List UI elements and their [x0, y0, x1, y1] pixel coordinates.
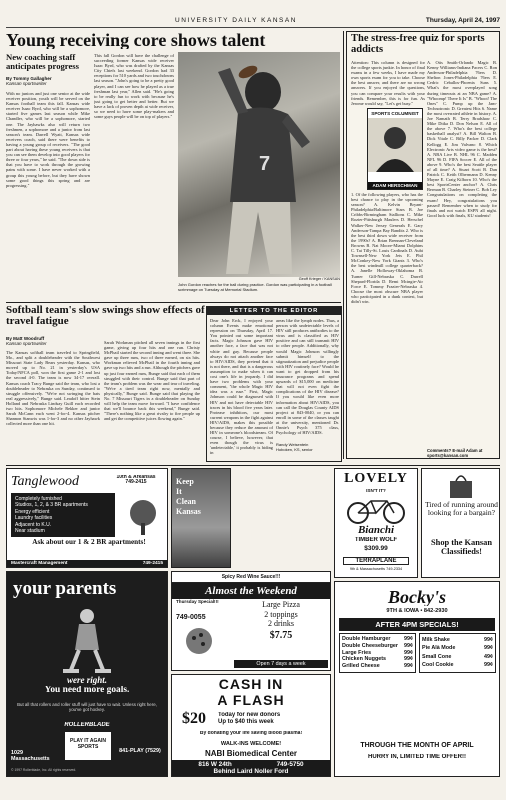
tanglewood-feature: Laundry facilities [15, 515, 53, 522]
columnist-label: SPORTS COLUMNIST [371, 111, 419, 116]
letter-signature-detail: Hoboken, KS, senior [276, 446, 313, 452]
bockys-menu-left [339, 633, 416, 673]
cash-location: Behind Laird Noller Ford [213, 768, 289, 775]
softball-byline-role: Kansan sportswriter [6, 341, 47, 347]
cash-ad [171, 674, 331, 777]
quiz-box [346, 31, 500, 459]
bockys-menu-right [419, 633, 496, 673]
menu-item-name: Small Cone [422, 653, 452, 660]
parents-store: PLAY IT AGAIN SPORTS [65, 732, 111, 760]
menu-item-name: Chicken Nuggets [342, 656, 387, 663]
cash-phone: 749-5750 [276, 761, 304, 768]
keep-line-2: It [176, 487, 182, 496]
bockys-name: Bocky's [388, 588, 446, 607]
football-photo-art [178, 52, 340, 277]
quiz-headline: The stress-free quiz for sports addicts [351, 34, 485, 55]
menu-item-name: Pie Alà Mode [422, 645, 456, 652]
tanglewood-feature: Near stadium [15, 528, 45, 535]
menu-item [422, 636, 493, 644]
bicycle-icon [345, 495, 407, 525]
tanglewood-feature: Adjacent to K.U. [15, 521, 52, 528]
columnist-box [367, 108, 423, 190]
tanglewood-feature: Studios, 1, 2, & 3 BR apartments [15, 502, 88, 509]
menu-item-price: 99¢ [484, 645, 493, 652]
cash-offer-1: Today for new donors [218, 712, 281, 718]
menu-item-price: 49¢ [484, 653, 493, 660]
lead-body-col1: With no juniors and just one senior at the wide receiver position, youth will be served on the Kansas football team this fall. Kansas wide receiver Isaac Byrd, who will be a sophomore, started five games last season while Mike Chandler, who will be a sophomore, started one. The Jayhawks also will return two freshmen, a sophomore and a junior from last season's team. Darrell Wyatt, Kansas wide receivers coach, said there were benefits to having a young group of receivers. "The good part about having these young receivers is that you can see them develop into good players for three or four years," he said. "The down side is that you have to work through the growing pains with some. I have never worked with a group this young before, but they have shown some good things this spring and are progressing." [6, 91, 90, 188]
tanglewood-ad [6, 468, 168, 568]
menu-item-name: Large Fries [342, 649, 372, 656]
pizza-sub: Thursday Special!!! [176, 599, 219, 604]
pizza-offer [234, 600, 328, 640]
classifieds-line-1: Tired of running around looking for a bargain? [425, 501, 498, 517]
softball-body-col1: The Kansas softball team traveled to Springfield, Mo., and split a doubleheader with the Southwest Missouri State Lady Bears yesterday. Kansas, who moved up to No. 21 in yesterday's USA Today/NFCA poll, won the first game 2-1 and lost the second 4-0. The team is now 34-17 overall. Kansas coach Tracy Bunge said the team, who lost a doubleheader to Nebraska on Sunday, continued to struggle offensively. "We're not swinging the bats real aggressively," Bunge said. Leadoff hitter Stein Holland and Nebraska Lindsay Guill each recorded two hits. Sophomore Michele Rekker and junior Sarah McCann each went 2-for-4. Kansas pitcher Shannon Stanwix was 1-for-3 and no other Jayhawk collected more than one hit. [6, 350, 100, 427]
menu-item-name: Double Hamburger [342, 636, 391, 642]
lovely-sub: ISN'T IT? [366, 488, 386, 493]
tanglewood-address [107, 475, 165, 486]
bockys-footer-2: HURRY IN, LIMITED TIME OFFER!! [368, 754, 466, 760]
svg-text:7: 7 [259, 153, 271, 175]
cash-offer [218, 712, 326, 726]
pizza-price: $7.75 [269, 629, 293, 640]
section-rule [6, 302, 341, 303]
pizza-ad [171, 571, 331, 671]
football-photo [178, 52, 340, 277]
letter-box [206, 306, 342, 462]
menu-item-name: Double Cheeseburger [342, 642, 399, 649]
bockys-address: 9TH & IOWA • 842-2930 [386, 608, 448, 614]
shopping-bag-icon [446, 473, 476, 499]
tanglewood-cta: Ask about our 1 & 2 BR apartments! [32, 539, 146, 546]
photo-caption: John Gordon reaches for the ball during practice. Gordon was participating in a football scrimmage on Tuesday at Memorial Stadium. [178, 283, 332, 292]
columnist-photo-icon [368, 118, 422, 172]
menu-item-price: 99¢ [484, 662, 493, 669]
parents-fine-print: © 1997 Rollerblade, Inc. All rights reserved. [11, 768, 77, 772]
tanglewood-name: Tanglewood [11, 474, 79, 489]
letter-body-col1: Dear John Erck, I enjoyed your column Events make emotional repression on Thursday, April 17. You pointed out some important facts. Magic Johnson gave HIV another face, a face that was not white and gay. Because people always do not attach another face to HIV/AIDS, they pretend that it is not there, and that is a dangerous assumption to make when it can cost one's life in jeopardy. I did have two problems with your comment, "the whole Magic HIV idea was a ruse." First, Magic Johnson could be diagnosed with HIV and not have detectable HIV traces in his blood five years later. Protease inhibitors, our most current weapons in the fight against HIV/AIDS, makes this possible because they reduce the amount of HIV in someone's bloodstream. Of course, I believe, however, that even though the virus is 'undetectable,' it probably is hiding in [210, 318, 273, 456]
photo-credit: Geoff Krieger / KANSAN [298, 277, 340, 281]
pizza-icon [184, 626, 214, 656]
tanglewood-tree-icon [123, 497, 163, 537]
keep-clean-ad [171, 468, 231, 568]
letter-title: LETTER TO THE EDITOR [207, 307, 341, 315]
letter-signature-name: Randy Weisentein [276, 443, 309, 447]
pizza-phone: 749-0055 [176, 614, 206, 621]
cash-center-name: NABI Biomedical Center [204, 749, 298, 758]
softball-body-col2: Sarah Workman pitched all seven innings in the first game, giving up four hits and one run. Christy McPhail started the second inning and went three. She gave up three runs, two of three earned, on six hits. Workman relieved McPhail in the fourth inning and gave up two hits and a run. Although the pitchers gave up just four earned runs, Bunge said that each of them struggled with their control. Bunge said that part of the team's problem was the wear and tear of traveling. "We're a tired team right now, mentally and physically," Bunge said. Bunge said that playing the No. 7 Missouri Tigers in a doubleheader on Sunday will help the team move forward. "I have confidence that we'll bounce back this weekend," Bunge said. "There's nothing like a great rivalry to fire people up and get the competitive juices flowing again." [104, 340, 200, 422]
bockys-special: AFTER 4PM SPECIALS! [339, 618, 495, 631]
menu-item-price: 99¢ [404, 656, 413, 663]
pizza-offer-1: Large Pizza [262, 600, 300, 609]
cash-offer-2: Up to $40 this week [218, 719, 274, 725]
parents-tag-1: were right. [66, 676, 107, 685]
ads-rule [6, 465, 500, 466]
parents-phone: 841-PLAY (7529) [119, 748, 161, 754]
quiz-intro: Attention: This column is designed for the college sports junkie. In honor of final exams in a few weeks, I have made my own sports exam for you to take. Choose the best answer, and there are no wrong answers. If you enjoyed the questions, you can compare your results with your friends. Remember, this is for fun. As Jerome would say, "Let's get busy." [351, 60, 425, 106]
lead-body-col2: This fall Gordon will have the challenge of succeeding former Kansas wide receiver Isaac Byrd, who was drafted by the Kansas City Chiefs last weekend. Gordon had 33 receptions for 510 yards and two touchdowns last season. "John's going to be a pretty good player, and I can see how he played as a true freshman last year," Allen said. "He's going to be really fun to work with because he's just going to get better and better. But we have a lack of proven depth at wide receiver, so we need to have some play-makers and some guys people will be on top of players." [94, 53, 174, 120]
page-number: Thursday, April 24, 1997 [425, 17, 500, 24]
cash-footer-row [176, 761, 326, 768]
menu-item [342, 656, 413, 663]
lead-byline [6, 76, 90, 87]
cash-walkins: WALK-INS WELCOME! [220, 741, 282, 747]
lead-byline-role: Kansan sportswriter [6, 81, 47, 87]
classifieds-ad [421, 468, 500, 578]
skater-icon [57, 606, 117, 676]
bockys-ad [334, 581, 500, 777]
lead-subhead: New coaching staff anticipates progress [6, 53, 79, 71]
keep-line-1: Keep [176, 477, 194, 486]
tanglewood-manager: Mastercraft Management [11, 560, 68, 566]
menu-item [342, 650, 413, 657]
softball-headline: Softball team's slow swings show effects of travel fatigue [6, 305, 205, 328]
paper-name: UNIVERSITY DAILY KANSAN [175, 17, 297, 24]
menu-item [342, 643, 413, 650]
lovely-price: $309.99 [364, 545, 388, 552]
column-rule [343, 31, 344, 459]
softball-byline-name: By Matt Woodruff [6, 336, 45, 341]
menu-item [342, 663, 413, 670]
tanglewood-feature: Completely furnished [15, 496, 62, 502]
letter-signature [276, 443, 339, 452]
menu-item-name: Cool Cookie [422, 662, 454, 669]
parents-brand: ROLLERBLADE [64, 722, 110, 728]
tanglewood-footer-phone: 749-2415 [142, 560, 163, 566]
keep-line-3: Clean [176, 497, 196, 506]
classifieds-line-2: Shop the Kansan Classifieds! [431, 539, 492, 556]
quiz-contact: Comments? E-mail Adam at sports@kansan.com [427, 448, 483, 459]
parents-body: But all that rollers and roller stuff will just have to wait. Unless right here, you've got hockey. [17, 702, 157, 713]
menu-item [342, 636, 413, 643]
tanglewood-feature: Energy efficient [15, 508, 50, 515]
lead-byline-name: By Tommy Gallagher [6, 76, 52, 81]
pizza-headline: Almost the Weekend [172, 583, 330, 599]
menu-item-price: 99¢ [404, 636, 413, 642]
menu-item [422, 653, 493, 661]
pizza-offer-3: 2 drinks [268, 619, 294, 628]
letter-body-col2: areas like the lymph nodes. Thus, a person with undetectable levels of HIV still produces antibodies to the virus and is classified as HIV positive and can still transmit HIV to other people. Additionally, why would Magic Johnson willingly submit himself to the stigmatization and prejudice people with HIV routinely face? Would he want to get dropped from his insurance programs and spend upwards of $15,000 on medicine that will not even fight the complications of the HIV disease? If you would like even more information about HIV/AIDS, you can call the Douglas County AIDS project at 843-0040, or you can enroll in some of the classes taught at the university, mentioned Dr. Onnie's Psych 375 class, Psychology of HIV/AIDS. [276, 318, 339, 436]
page-folio [6, 14, 500, 28]
pizza-banner: Spicy Red Wine Sauce!!! [172, 572, 330, 583]
lovely-headline: LOVELY [344, 472, 408, 486]
softball-byline [6, 336, 98, 347]
cash-headline-1: CASH IN [218, 677, 284, 692]
cash-headline-2: A FLASH [217, 693, 285, 708]
lovely-ad [334, 468, 418, 578]
menu-item-price: 99¢ [404, 663, 413, 670]
quiz-questions-col1: 1. Of the following players, who has the best chance to play in the upcoming season? A. Kelvin Bryant-Philadelphia/Baltimore Stars B. Joe Cribbs-Birmingham Stallions C. Mike Rozier-Pittsburgh Maulers D. Herschel Walker-New Jersey Generals E. Gary Anderson-Tampa Bay Bandits 2. Who is the best third down wide receiver from the 1990s? A. Brian Brennan-Cleveland Browns B. Nat Moore-Miami Dolphins C. Tai Tilly-St. Louis Cardinals D. Aubi Townsell-New York Jets E. Phil McConkey-New York Giants 3. Who's the best windmill college quarterback? A. Janelle Holloway-Oklahoma B. Turner Gill-Nebraska C. Darrell Shepard-Florida D. Remi Mcingie-Air Force E. Tommy Frazier-Nebraska 4. Choose the most obscure NBA player who participated in a dunk contest, but didn't win. [351, 192, 423, 304]
tanglewood-footer [7, 560, 167, 567]
lovely-brand: Bianchi [357, 525, 395, 536]
pizza-hours: Open 7 days a week [234, 660, 328, 668]
columnist-name: ADAM HERSCHMAN [368, 182, 422, 189]
quiz-questions-col2: A. Otis Smith-Orlando Magic B. Kenny Williams-Indiana Pacers C. Ron Anderson-Philadelphia 76ers D. Shelton Jones-Philadelphia 76ers E. Cedric Ceballos-Phoenix Suns 5. What's the most overplayed song during timeouts at an NBA game? A. "Whoomp! There It Is" B. "Whoot! The Ones" C. Pump up the Jam-Technotronic D. Greatest Hits 6. Name the most overrated athlete in history. A. Joe Namath B. Terry Bradshaw C. Mike Ditka D. Don Nelson E. All of the above 7. Who's the best college basketball analyst? A. Bill Walton B. Dick Vitale C. Billy Packer D. Clark Kellogg E. Jim Valvano 8. Which Electronic Arts video game is the best? A. NBA Live B. NHL 96 C. Madden NFL 96 D. FIFA Soccer E. All of the above 9. Who's the best Seattle player of all time? A. Stuart Scott B. Dan Patrick C. Keith Olbermann D. Kenny Mayne E. Craig Kilborn 10. Who's the best SportsCenter anchor? A. Chris Berman B. Charley Steiner C. Bob Ley Congratulations on completing the exam! Hey, congratulations you passed! Remember when to study for finals and not watch ESPN all night. Good luck with finals, KU students! [427, 60, 497, 218]
menu-item-price: 99¢ [484, 637, 493, 643]
parents-ad [6, 571, 168, 777]
menu-item-name: Milk Shake [422, 637, 450, 643]
cash-footer [172, 760, 330, 776]
menu-item-name: Grilled Cheese [342, 663, 380, 670]
lead-headline: Young receiving core shows talent [6, 31, 266, 50]
parents-headline: your parents [13, 578, 117, 599]
lovely-model: TIMBER WOLF [354, 537, 398, 543]
menu-item [422, 644, 493, 652]
lovely-store: TERRAPLANE [343, 557, 409, 565]
menu-item-price: 99¢ [404, 649, 413, 656]
menu-item-price: 99¢ [404, 642, 413, 649]
pizza-offer-2: 2 toppings [264, 609, 298, 619]
tanglewood-phone: 749-2415 [125, 479, 147, 486]
tanglewood-street: 10th & Arkansas [116, 475, 156, 480]
parents-tag-2: You need more goals. [44, 686, 130, 695]
bockys-footer-1: THROUGH THE MONTH OF APRIL [360, 742, 474, 749]
cash-tagline: By donating your life saving blood plasma! [199, 731, 303, 736]
menu-item [422, 661, 493, 669]
cash-address: 816 W 24th [198, 761, 232, 768]
tanglewood-features [11, 493, 115, 537]
keep-line-4: Kansas [176, 507, 201, 516]
parents-address: 1029 Massachusetts [11, 750, 50, 762]
cash-amount: $20 [182, 711, 206, 727]
keep-clean-text [176, 477, 201, 517]
lovely-address: 9th & Massachusetts 749-2334 [349, 567, 403, 571]
